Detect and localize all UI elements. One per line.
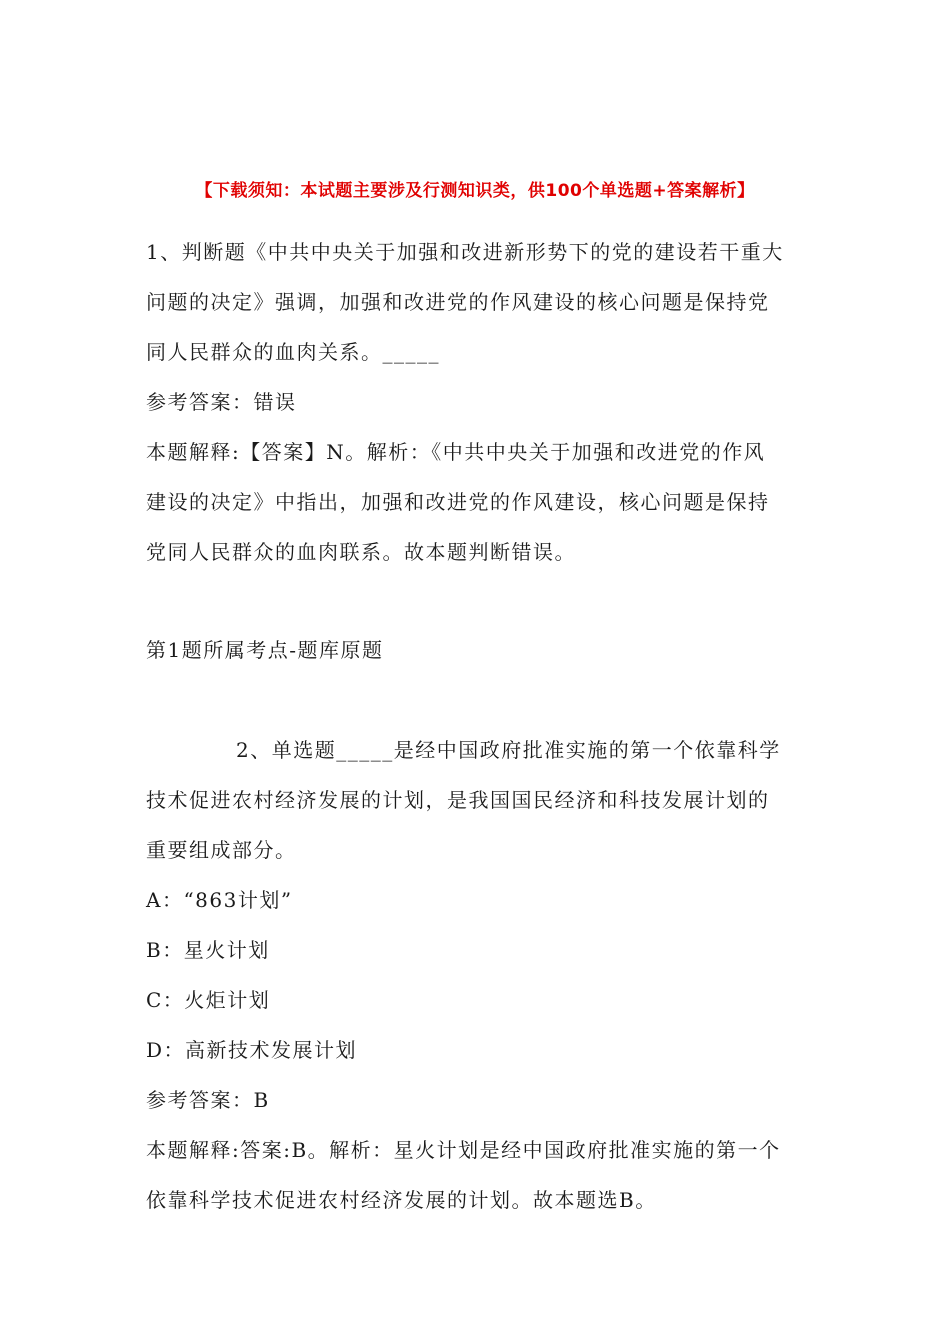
q1-stem-line-1: 1、判断题《中共中央关于加强和改进新形势下的党的建设若干重大 <box>146 240 784 264</box>
q2-option-b: B：星火计划 <box>146 938 270 962</box>
q2-explanation-line-1: 本题解释:答案:B。解析：星火计划是经中国政府批准实施的第一个 <box>146 1138 781 1162</box>
q2-option-d: D：高新技术发展计划 <box>146 1038 358 1062</box>
q1-answer: 参考答案：错误 <box>146 390 297 414</box>
q1-explanation-line-3: 党同人民群众的血肉联系。故本题判断错误。 <box>146 540 576 564</box>
question-2 <box>146 725 806 1225</box>
q1-source-label: 第1题所属考点-题库原题 <box>146 638 384 662</box>
question-1 <box>146 227 806 577</box>
q1-explanation-line-1: 本题解释:【答案】N。解析：《中共中央关于加强和改进党的作风 <box>146 440 766 464</box>
q1-stem-line-2: 问题的决定》强调，加强和改进党的作风建设的核心问题是保持党 <box>146 290 770 314</box>
q1-explanation-line-2: 建设的决定》中指出，加强和改进党的作风建设，核心问题是保持 <box>146 490 770 514</box>
q2-stem-line-1: 2、单选题_____是经中国政府批准实施的第一个依靠科学 <box>236 738 781 762</box>
q2-stem-line-2: 技术促进农村经济发展的计划，是我国国民经济和科技发展计划的 <box>146 788 770 812</box>
q2-stem-line-3: 重要组成部分。 <box>146 838 297 862</box>
q1-source <box>146 625 806 675</box>
q2-option-c: C：火炬计划 <box>146 988 271 1012</box>
q2-answer: 参考答案：B <box>146 1088 270 1112</box>
q1-stem-line-3: 同人民群众的血肉关系。_____ <box>146 340 440 364</box>
q2-option-a: A：“863计划” <box>146 888 293 912</box>
q2-explanation-line-2: 依靠科学技术促进农村经济发展的计划。故本题选B。 <box>146 1188 657 1212</box>
download-notice: 【下载须知：本试题主要涉及行测知识类，供100个单选题+答案解析】 <box>195 181 755 201</box>
